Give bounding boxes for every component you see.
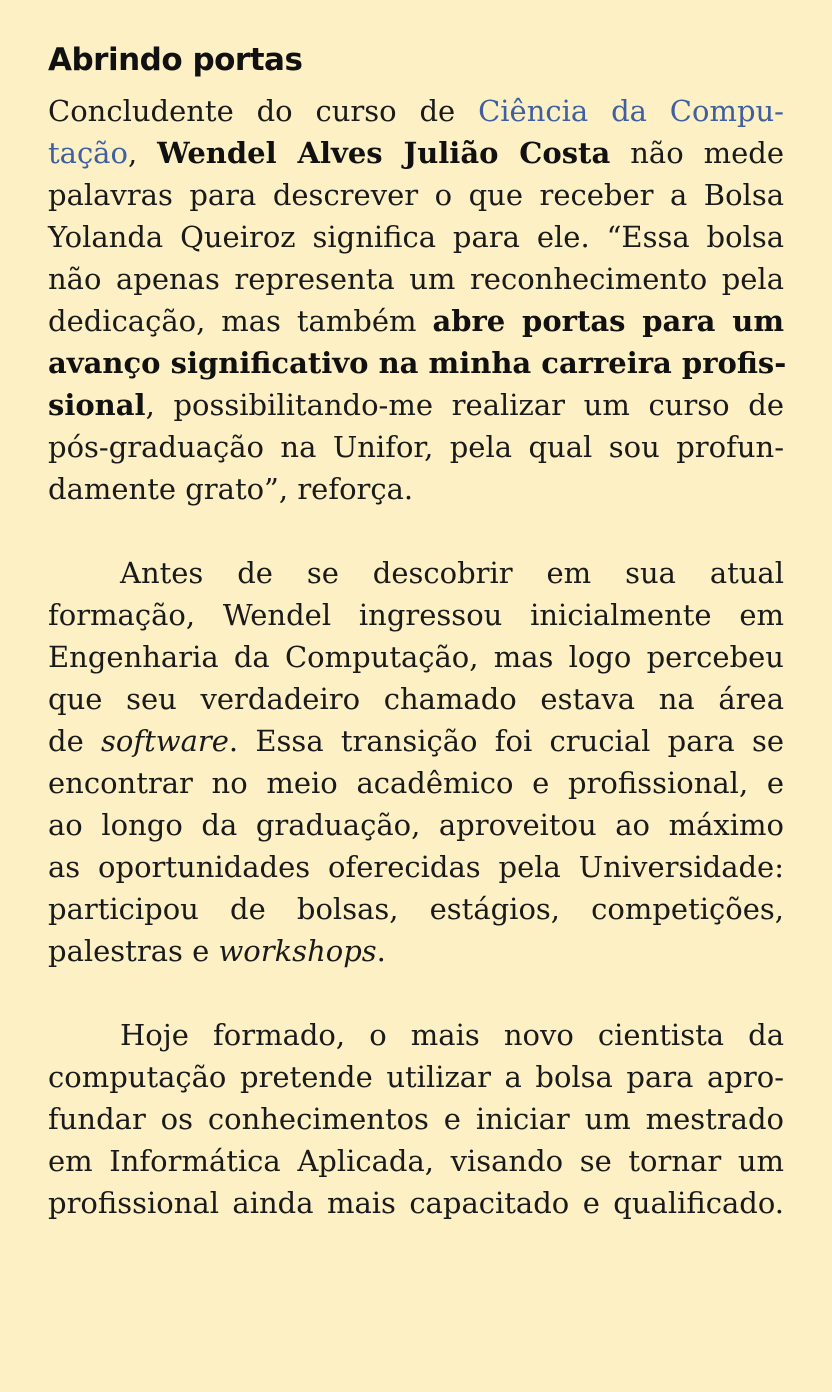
- section-heading: Abrindo portas: [48, 42, 303, 78]
- course-link[interactable]: tação: [48, 136, 128, 170]
- text-line: [48, 720, 784, 762]
- text-segment: . Essa transição foi crucial para se: [228, 724, 785, 758]
- text-line: [48, 762, 784, 804]
- text-line: [48, 258, 784, 300]
- text-line: [48, 1098, 784, 1140]
- text-line: [48, 132, 784, 174]
- text-line: [48, 888, 784, 930]
- text-line: [48, 846, 784, 888]
- text-segment: computação pretende utilizar a bolsa para apro-: [48, 1060, 784, 1094]
- text-line: [48, 174, 784, 216]
- text-line: [48, 300, 784, 342]
- text-segment: encontrar no meio acadêmico e profissional, e: [48, 766, 784, 800]
- bold-text: Wendel Alves Julião Costa: [157, 136, 611, 170]
- text-segment: não mede: [610, 136, 785, 170]
- text-segment: palestras e: [48, 934, 219, 968]
- text-segment: , possibilitando-me realizar um curso de: [145, 388, 784, 422]
- text-line: [48, 678, 784, 720]
- text-line: [48, 90, 784, 132]
- italic-text: software: [101, 724, 229, 758]
- text-segment: em Informática Aplicada, visando se tornar um: [48, 1144, 784, 1178]
- bold-text: abre portas para um: [432, 304, 784, 338]
- text-segment: palavras para descrever o que receber a Bolsa: [48, 178, 784, 212]
- text-segment: de: [48, 724, 102, 758]
- text-segment: fundar os conhecimentos e iniciar um mestrado: [48, 1102, 784, 1136]
- text-line: [48, 468, 784, 510]
- text-line: [48, 636, 784, 678]
- paragraph: [48, 552, 784, 972]
- text-segment: profissional ainda mais capacitado e qualificado.: [48, 1186, 784, 1220]
- text-line: [48, 594, 784, 636]
- text-segment: Antes de se descobrir em sua atual: [120, 556, 784, 590]
- text-segment: dedicação, mas também: [48, 304, 433, 338]
- text-segment: que seu verdadeiro chamado estava na área: [48, 682, 784, 716]
- course-link[interactable]: Ciência da Compu-: [478, 94, 784, 128]
- text-segment: participou de bolsas, estágios, competições,: [48, 892, 784, 926]
- italic-text: workshops: [218, 934, 377, 968]
- text-segment: ,: [127, 136, 158, 170]
- bold-text: sional: [48, 388, 146, 422]
- text-line: [48, 1182, 784, 1224]
- article-body: [48, 90, 787, 1224]
- text-line: [48, 1014, 784, 1056]
- text-line: [48, 804, 784, 846]
- paragraph: [48, 90, 787, 510]
- bold-text: avanço significativo na minha carreira profis-: [48, 346, 787, 380]
- text-segment: Yolanda Queiroz significa para ele. “Essa bolsa: [48, 220, 784, 254]
- text-line: [48, 384, 784, 426]
- text-segment: ao longo da graduação, aproveitou ao máximo: [48, 808, 784, 842]
- text-segment: pós-graduação na Unifor, pela qual sou profun-: [48, 430, 784, 464]
- text-segment: Engenharia da Computação, mas logo percebeu: [48, 640, 784, 674]
- text-segment: damente grato”, reforça.: [48, 472, 414, 506]
- text-segment: Concludente do curso de: [48, 94, 479, 128]
- text-segment: Hoje formado, o mais novo cientista da: [120, 1018, 784, 1052]
- text-line: [48, 342, 787, 384]
- text-line: [48, 1056, 784, 1098]
- paragraph: [48, 1014, 784, 1224]
- text-line: [48, 1140, 784, 1182]
- text-segment: as oportunidades oferecidas pela Universidade:: [48, 850, 784, 884]
- text-segment: não apenas representa um reconhecimento pela: [48, 262, 784, 296]
- text-segment: .: [376, 934, 386, 968]
- text-segment: formação, Wendel ingressou inicialmente em: [48, 598, 784, 632]
- article: [48, 36, 787, 1266]
- text-line: [48, 426, 784, 468]
- text-line: [48, 216, 784, 258]
- text-line: [48, 930, 784, 972]
- text-line: [48, 552, 784, 594]
